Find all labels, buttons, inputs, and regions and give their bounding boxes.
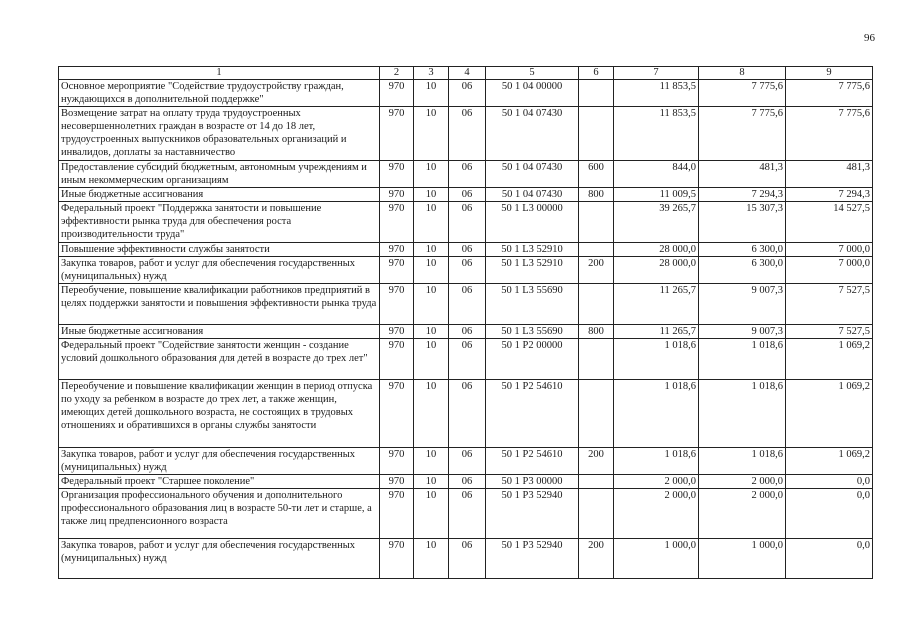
cell-rz: 10 bbox=[414, 475, 449, 489]
cell-vr: 800 bbox=[579, 325, 614, 339]
cell-name: Предоставление субсидий бюджетным, автономным учреждениям и иным некоммерческим организациям bbox=[59, 161, 380, 188]
cell-v9: 1 069,2 bbox=[786, 339, 873, 380]
cell-ved: 970 bbox=[380, 325, 414, 339]
cell-ved: 970 bbox=[380, 202, 414, 243]
cell-v9: 481,3 bbox=[786, 161, 873, 188]
cell-name: Основное мероприятие "Содействие трудоустройству граждан, нуждающихся в дополнительной поддержке" bbox=[59, 80, 380, 107]
cell-v9: 7 775,6 bbox=[786, 107, 873, 161]
cell-name: Иные бюджетные ассигнования bbox=[59, 325, 380, 339]
table-row bbox=[59, 202, 873, 243]
cell-v7: 1 018,6 bbox=[614, 339, 699, 380]
cell-pr: 06 bbox=[449, 243, 486, 257]
cell-pr: 06 bbox=[449, 188, 486, 202]
cell-pr: 06 bbox=[449, 339, 486, 380]
cell-name: Повышение эффективности службы занятости bbox=[59, 243, 380, 257]
table-row bbox=[59, 107, 873, 161]
cell-vr bbox=[579, 243, 614, 257]
cell-v9: 7 527,5 bbox=[786, 325, 873, 339]
cell-v8: 2 000,0 bbox=[699, 475, 786, 489]
cell-pr: 06 bbox=[449, 539, 486, 579]
cell-csr: 50 1 L3 52910 bbox=[486, 257, 579, 284]
cell-v9: 1 069,2 bbox=[786, 448, 873, 475]
cell-pr: 06 bbox=[449, 284, 486, 325]
cell-rz: 10 bbox=[414, 202, 449, 243]
cell-pr: 06 bbox=[449, 202, 486, 243]
cell-v8: 7 775,6 bbox=[699, 107, 786, 161]
cell-v7: 844,0 bbox=[614, 161, 699, 188]
cell-v8: 15 307,3 bbox=[699, 202, 786, 243]
table-row bbox=[59, 448, 873, 475]
table-row bbox=[59, 161, 873, 188]
cell-v7: 11 853,5 bbox=[614, 80, 699, 107]
cell-csr: 50 1 P3 52940 bbox=[486, 539, 579, 579]
cell-name: Иные бюджетные ассигнования bbox=[59, 188, 380, 202]
cell-vr: 800 bbox=[579, 188, 614, 202]
cell-ved: 970 bbox=[380, 257, 414, 284]
cell-csr: 50 1 04 07430 bbox=[486, 107, 579, 161]
cell-csr: 50 1 L3 00000 bbox=[486, 202, 579, 243]
cell-v7: 1 000,0 bbox=[614, 539, 699, 579]
column-header: 5 bbox=[486, 67, 579, 80]
cell-v8: 1 018,6 bbox=[699, 380, 786, 448]
cell-v9: 0,0 bbox=[786, 539, 873, 579]
cell-csr: 50 1 L3 55690 bbox=[486, 284, 579, 325]
cell-v8: 9 007,3 bbox=[699, 325, 786, 339]
cell-ved: 970 bbox=[380, 161, 414, 188]
cell-csr: 50 1 P2 00000 bbox=[486, 339, 579, 380]
cell-pr: 06 bbox=[449, 380, 486, 448]
table-row bbox=[59, 188, 873, 202]
cell-v9: 7 775,6 bbox=[786, 80, 873, 107]
cell-v8: 6 300,0 bbox=[699, 243, 786, 257]
column-header: 3 bbox=[414, 67, 449, 80]
cell-name: Закупка товаров, работ и услуг для обеспечения государственных (муниципальных) нужд bbox=[59, 448, 380, 475]
cell-csr: 50 1 04 00000 bbox=[486, 80, 579, 107]
column-header: 1 bbox=[59, 67, 380, 80]
cell-v9: 7 294,3 bbox=[786, 188, 873, 202]
table-row bbox=[59, 243, 873, 257]
cell-rz: 10 bbox=[414, 448, 449, 475]
cell-name: Федеральный проект "Содействие занятости женщин - создание условий дошкольного образования для детей в возрасте до трех лет" bbox=[59, 339, 380, 380]
cell-pr: 06 bbox=[449, 475, 486, 489]
cell-v9: 7 000,0 bbox=[786, 243, 873, 257]
cell-v8: 1 018,6 bbox=[699, 339, 786, 380]
cell-v7: 28 000,0 bbox=[614, 243, 699, 257]
column-header: 6 bbox=[579, 67, 614, 80]
cell-csr: 50 1 04 07430 bbox=[486, 188, 579, 202]
cell-v7: 11 265,7 bbox=[614, 325, 699, 339]
cell-v7: 1 018,6 bbox=[614, 448, 699, 475]
cell-v7: 11 853,5 bbox=[614, 107, 699, 161]
cell-csr: 50 1 P3 52940 bbox=[486, 489, 579, 539]
table-row bbox=[59, 339, 873, 380]
cell-vr bbox=[579, 475, 614, 489]
cell-csr: 50 1 P3 00000 bbox=[486, 475, 579, 489]
cell-csr: 50 1 L3 52910 bbox=[486, 243, 579, 257]
cell-vr bbox=[579, 202, 614, 243]
budget-table bbox=[58, 66, 873, 579]
table-header-row bbox=[59, 67, 873, 80]
page-number: 96 bbox=[864, 32, 875, 44]
cell-vr bbox=[579, 284, 614, 325]
cell-csr: 50 1 L3 55690 bbox=[486, 325, 579, 339]
cell-rz: 10 bbox=[414, 107, 449, 161]
cell-v7: 1 018,6 bbox=[614, 380, 699, 448]
column-header: 9 bbox=[786, 67, 873, 80]
cell-ved: 970 bbox=[380, 188, 414, 202]
table-row bbox=[59, 325, 873, 339]
cell-pr: 06 bbox=[449, 489, 486, 539]
cell-pr: 06 bbox=[449, 257, 486, 284]
cell-name: Федеральный проект "Старшее поколение" bbox=[59, 475, 380, 489]
table-row bbox=[59, 257, 873, 284]
cell-rz: 10 bbox=[414, 243, 449, 257]
cell-v9: 1 069,2 bbox=[786, 380, 873, 448]
cell-v9: 0,0 bbox=[786, 475, 873, 489]
cell-v8: 9 007,3 bbox=[699, 284, 786, 325]
cell-v8: 1 018,6 bbox=[699, 448, 786, 475]
cell-rz: 10 bbox=[414, 257, 449, 284]
cell-ved: 970 bbox=[380, 284, 414, 325]
cell-vr bbox=[579, 489, 614, 539]
cell-pr: 06 bbox=[449, 80, 486, 107]
cell-vr bbox=[579, 380, 614, 448]
cell-v9: 14 527,5 bbox=[786, 202, 873, 243]
cell-rz: 10 bbox=[414, 80, 449, 107]
cell-ved: 970 bbox=[380, 107, 414, 161]
cell-ved: 970 bbox=[380, 539, 414, 579]
cell-pr: 06 bbox=[449, 161, 486, 188]
cell-rz: 10 bbox=[414, 489, 449, 539]
cell-v7: 2 000,0 bbox=[614, 489, 699, 539]
cell-csr: 50 1 P2 54610 bbox=[486, 380, 579, 448]
cell-vr: 200 bbox=[579, 448, 614, 475]
column-header: 8 bbox=[699, 67, 786, 80]
cell-csr: 50 1 04 07430 bbox=[486, 161, 579, 188]
cell-v8: 7 775,6 bbox=[699, 80, 786, 107]
table-row bbox=[59, 284, 873, 325]
cell-vr: 200 bbox=[579, 539, 614, 579]
cell-v9: 0,0 bbox=[786, 489, 873, 539]
cell-v8: 481,3 bbox=[699, 161, 786, 188]
cell-pr: 06 bbox=[449, 325, 486, 339]
table-row bbox=[59, 80, 873, 107]
cell-name: Переобучение и повышение квалификации женщин в период отпуска по уходу за ребенком в возрасте до трех лет, а также женщин, имеющих детей дошкольного возраста, не состоящих в трудовых отношениях и обратившихся в органы службы занятости bbox=[59, 380, 380, 448]
cell-rz: 10 bbox=[414, 188, 449, 202]
cell-name: Переобучение, повышение квалификации работников предприятий в целях поддержки занятости и повышения эффективности рынка труда bbox=[59, 284, 380, 325]
cell-v7: 39 265,7 bbox=[614, 202, 699, 243]
cell-rz: 10 bbox=[414, 339, 449, 380]
cell-pr: 06 bbox=[449, 448, 486, 475]
table-row bbox=[59, 475, 873, 489]
cell-v9: 7 000,0 bbox=[786, 257, 873, 284]
table-row bbox=[59, 380, 873, 448]
column-header: 4 bbox=[449, 67, 486, 80]
cell-rz: 10 bbox=[414, 380, 449, 448]
cell-ved: 970 bbox=[380, 339, 414, 380]
cell-ved: 970 bbox=[380, 243, 414, 257]
cell-v7: 11 009,5 bbox=[614, 188, 699, 202]
cell-rz: 10 bbox=[414, 325, 449, 339]
cell-pr: 06 bbox=[449, 107, 486, 161]
cell-v7: 11 265,7 bbox=[614, 284, 699, 325]
cell-csr: 50 1 P2 54610 bbox=[486, 448, 579, 475]
cell-v8: 6 300,0 bbox=[699, 257, 786, 284]
column-header: 7 bbox=[614, 67, 699, 80]
cell-v8: 1 000,0 bbox=[699, 539, 786, 579]
cell-rz: 10 bbox=[414, 539, 449, 579]
column-header: 2 bbox=[380, 67, 414, 80]
cell-v9: 7 527,5 bbox=[786, 284, 873, 325]
cell-v7: 28 000,0 bbox=[614, 257, 699, 284]
cell-ved: 970 bbox=[380, 80, 414, 107]
cell-name: Закупка товаров, работ и услуг для обеспечения государственных (муниципальных) нужд bbox=[59, 257, 380, 284]
cell-name: Закупка товаров, работ и услуг для обеспечения государственных (муниципальных) нужд bbox=[59, 539, 380, 579]
cell-ved: 970 bbox=[380, 448, 414, 475]
cell-ved: 970 bbox=[380, 380, 414, 448]
cell-vr bbox=[579, 339, 614, 380]
cell-name: Федеральный проект "Поддержка занятости и повышение эффективности рынка труда для обеспечения роста производительности труда" bbox=[59, 202, 380, 243]
cell-rz: 10 bbox=[414, 284, 449, 325]
cell-v8: 7 294,3 bbox=[699, 188, 786, 202]
cell-ved: 970 bbox=[380, 489, 414, 539]
cell-vr: 200 bbox=[579, 257, 614, 284]
cell-vr bbox=[579, 80, 614, 107]
cell-rz: 10 bbox=[414, 161, 449, 188]
cell-name: Возмещение затрат на оплату труда трудоустроенных несовершеннолетних граждан в возрасте от 14 до 18 лет, трудоустроенных выпускников образовательных организаций и инвалидов, доплаты за наставничество bbox=[59, 107, 380, 161]
cell-vr: 600 bbox=[579, 161, 614, 188]
cell-v8: 2 000,0 bbox=[699, 489, 786, 539]
cell-ved: 970 bbox=[380, 475, 414, 489]
cell-v7: 2 000,0 bbox=[614, 475, 699, 489]
table-row bbox=[59, 489, 873, 539]
table-row bbox=[59, 539, 873, 579]
cell-name: Организация профессионального обучения и дополнительного профессионального образования лиц в возрасте 50-ти лет и старше, а также лиц предпенсионного возраста bbox=[59, 489, 380, 539]
cell-vr bbox=[579, 107, 614, 161]
